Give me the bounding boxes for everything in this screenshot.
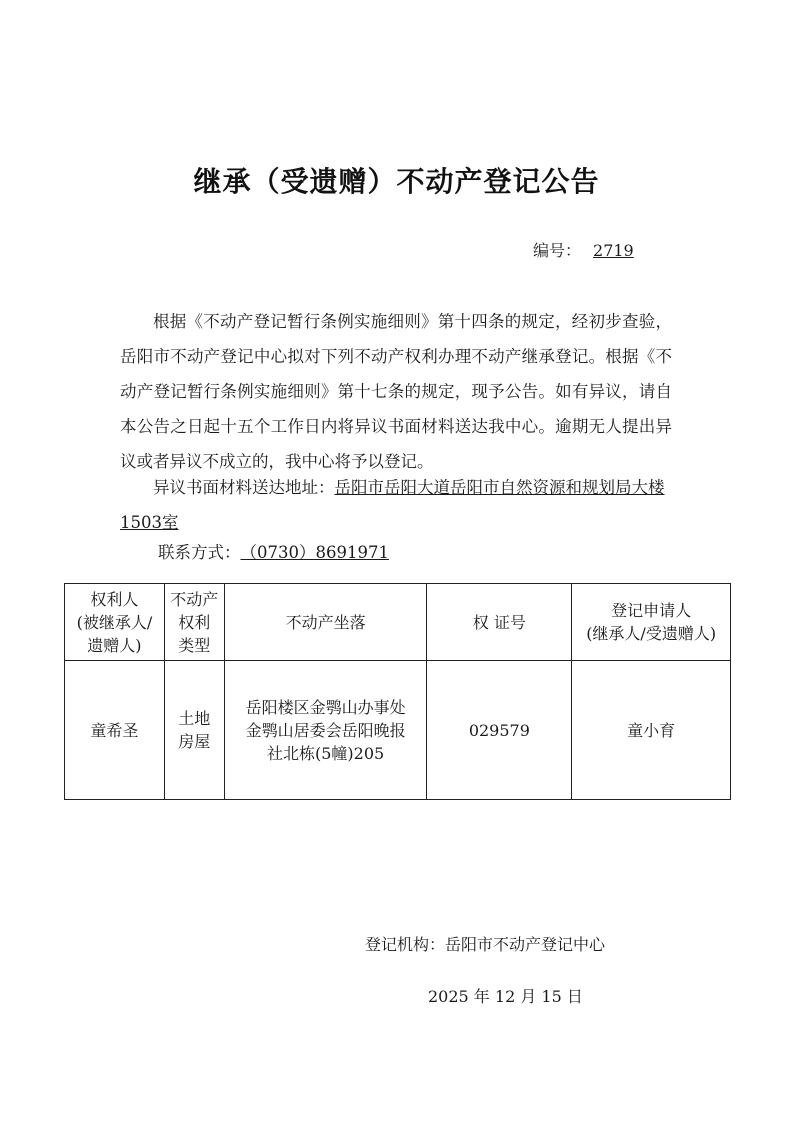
contact-info bbox=[158, 539, 391, 563]
document-number-label: 编号： bbox=[533, 241, 582, 260]
announcement-body: 根据《不动产登记暂行条例实施细则》第十四条的规定，经初步查验，岳阳市不动产登记中心拟对下列不动产权利办理不动产继承登记。根据《不动产登记暂行条例实施细则》第十七条的规定，现予公告。如有异议，请自本公告之日起十五个工作日内将异议书面材料送达我中心。逾期无人提出异议或者异议不成立的，我中心将予以登记。 bbox=[120, 312, 672, 471]
contact-label: 联系方式： bbox=[158, 543, 241, 562]
table-row bbox=[65, 661, 731, 800]
objection-address bbox=[120, 470, 676, 540]
header-rights-holder: 权利人 (被继承人/ 遗赠人) bbox=[65, 584, 165, 661]
cell-property-location: 岳阳楼区金鹗山办事处 金鹗山居委会岳阳晚报 社北栋(5幢)205 bbox=[224, 661, 427, 800]
property-table bbox=[64, 583, 731, 800]
header-certificate-number: 权 证号 bbox=[427, 584, 572, 661]
cell-right-type: 土地 房屋 bbox=[164, 661, 224, 800]
header-applicant: 登记申请人 (继承人/受遗赠人) bbox=[572, 584, 731, 661]
table-header-row bbox=[65, 584, 731, 661]
contact-phone: （0730）8691971 bbox=[240, 543, 389, 562]
announcement-date: 2025 年 12 月 15 日 bbox=[428, 987, 583, 1006]
document-number bbox=[533, 238, 634, 261]
header-right-type: 不动产 权利 类型 bbox=[164, 584, 224, 661]
cell-certificate-number: 029579 bbox=[427, 661, 572, 800]
registration-authority-label: 登记机构： bbox=[365, 935, 446, 954]
announcement-title: 继承（受遗赠）不动产登记公告 bbox=[193, 165, 600, 198]
objection-address-label: 异议书面材料送达地址： bbox=[153, 478, 335, 497]
registration-authority bbox=[365, 932, 605, 955]
document-number-value: 2719 bbox=[593, 241, 634, 260]
objection-address-value: 岳阳市岳阳大道岳阳市自然资源和规划局大楼1503室 bbox=[120, 478, 665, 532]
cell-applicant: 童小育 bbox=[572, 661, 731, 800]
header-property-location: 不动产坐落 bbox=[224, 584, 427, 661]
registration-authority-name: 岳阳市不动产登记中心 bbox=[445, 935, 606, 954]
cell-rights-holder: 童希圣 bbox=[65, 661, 165, 800]
